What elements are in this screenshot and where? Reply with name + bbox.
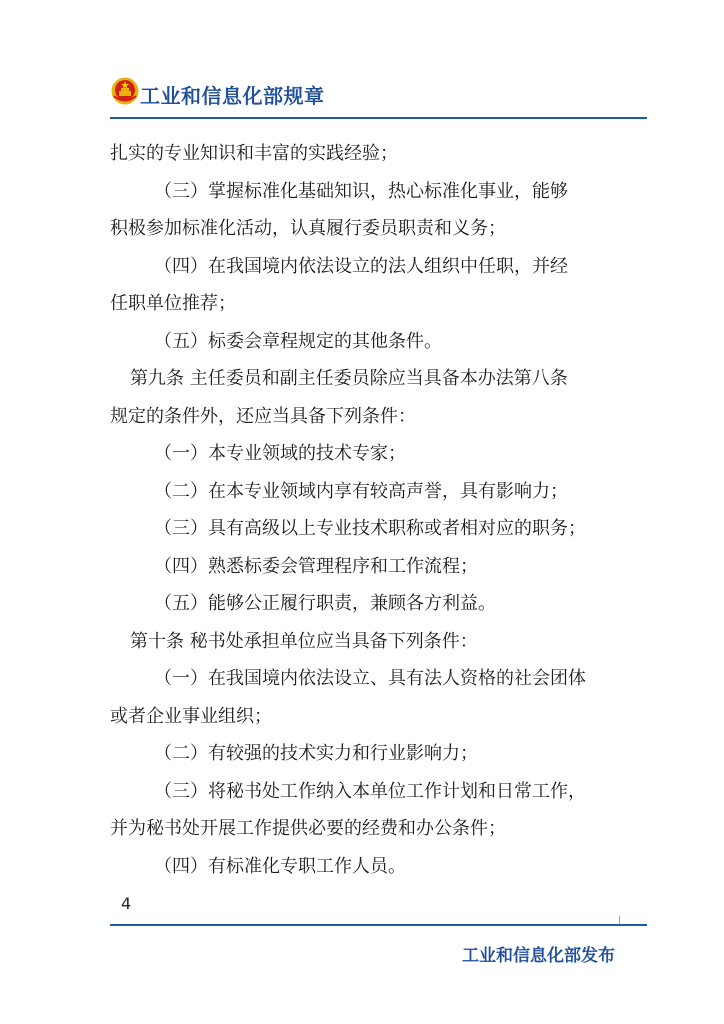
body-line: 规定的条件外，还应当具备下列条件：	[110, 405, 416, 427]
body-line: （三）掌握标准化基础知识，热心标准化事业，能够	[154, 180, 568, 202]
body-line: 任职单位推荐；	[110, 293, 236, 314]
footer-title: 工业和信息化部发布	[462, 946, 615, 966]
body-line: （三）具有高级以上专业技术职称或者相对应的职务；	[154, 518, 586, 539]
body-line: 积极参加标准化活动，认真履行委员职责和义务；	[110, 218, 506, 239]
document-body	[110, 143, 650, 893]
national-emblem-icon	[110, 76, 140, 106]
body-line: （五）标委会章程规定的其他条件。	[154, 330, 442, 352]
body-line: （二）在本专业领域内享有较高声誉，具有影响力；	[154, 480, 568, 502]
footer-divider	[110, 924, 647, 926]
body-line: （一）本专业领域的技术专家；	[154, 443, 406, 464]
header-title: 工业和信息化部规章	[140, 84, 325, 108]
body-line: （四）有标准化专职工作人员。	[154, 855, 406, 877]
body-line: 并为秘书处开展工作提供必要的经费和办公条件；	[110, 818, 506, 839]
article-heading-line: 第九条 主任委员和副主任委员除应当具备本办法第八条	[130, 368, 568, 389]
body-line: （四）在我国境内依法设立的法人组织中任职，并经	[154, 255, 568, 277]
article-heading-line: 第十条 秘书处承担单位应当具备下列条件：	[130, 630, 478, 652]
page-number: 4	[121, 894, 132, 913]
body-line: （四）熟悉标委会管理程序和工作流程；	[154, 555, 478, 577]
body-line: （五）能够公正履行职责，兼顾各方利益。	[154, 593, 496, 614]
body-line: （一）在我国境内依法设立、具有法人资格的社会团体	[154, 668, 586, 689]
header-divider	[110, 117, 647, 119]
body-line: （三）将秘书处工作纳入本单位工作计划和日常工作，	[154, 780, 586, 802]
body-line: 或者企业事业组织；	[110, 705, 272, 727]
body-line: 扎实的专业知识和丰富的实践经验；	[110, 143, 398, 164]
body-line: （二）有较强的技术实力和行业影响力；	[154, 743, 478, 764]
page-header	[110, 76, 650, 116]
